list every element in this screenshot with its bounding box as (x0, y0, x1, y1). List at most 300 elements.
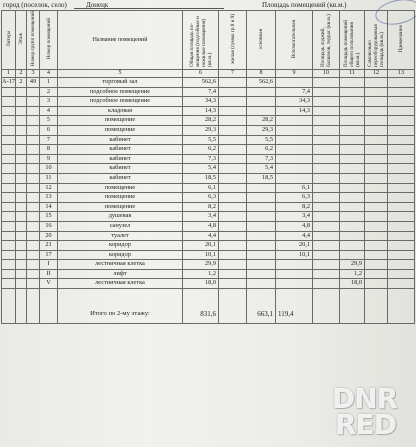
cell-empty (365, 279, 388, 289)
cell-name: подсобное помещение (58, 97, 183, 107)
cell-empty (313, 125, 340, 135)
cell-area: 20,1 (183, 241, 219, 251)
cell-group (27, 241, 40, 251)
cell-empty (219, 250, 247, 260)
total-label: Итого по 2-му этажу: (58, 289, 183, 324)
cell-aux: 3,4 (276, 212, 313, 222)
table-row (2, 125, 415, 135)
table-row (2, 135, 415, 145)
cell-empty (219, 202, 247, 212)
cell-aux: 4,8 (276, 221, 313, 231)
cell-floor (16, 125, 27, 135)
cell-main: 7,3 (247, 154, 276, 164)
cell-empty (313, 241, 340, 251)
cell-group (27, 106, 40, 116)
cell-empty (388, 241, 415, 251)
cell-empty (388, 154, 415, 164)
cell-empty (388, 231, 415, 241)
cell-empty (219, 173, 247, 183)
cell-main (247, 183, 276, 193)
cell-empty (219, 183, 247, 193)
cell-name: лифт (58, 269, 183, 279)
cell-empty (313, 231, 340, 241)
cell-main (247, 250, 276, 260)
cell-empty (219, 87, 247, 97)
cell-empty (365, 260, 388, 270)
cell-group (27, 193, 40, 203)
table-row (2, 87, 415, 97)
cell-name: кабинет (58, 173, 183, 183)
cell-empty (388, 260, 415, 270)
cell-empty (388, 279, 415, 289)
cell-area: 34,3 (183, 97, 219, 107)
cell-name: санузел (58, 221, 183, 231)
col-number: 6 (183, 70, 219, 78)
cell-empty (365, 164, 388, 174)
cell-main (247, 269, 276, 279)
cell-group: 49 (27, 78, 40, 88)
cell-floor (16, 202, 27, 212)
cell-empty (219, 193, 247, 203)
cell-aux: 8,2 (276, 202, 313, 212)
cell-area: 14,3 (183, 106, 219, 116)
cell-num: 11 (40, 173, 58, 183)
table-row (2, 221, 415, 231)
col-header: Самовольно переоборудованная площадь (кв.м.) (367, 24, 385, 67)
cell-common: 29,9 (340, 260, 365, 270)
cell-empty (388, 164, 415, 174)
cell-name: коридор (58, 241, 183, 251)
col-number: 7 (219, 70, 247, 78)
cell-common (340, 250, 365, 260)
cell-litera (2, 250, 16, 260)
cell-common (340, 154, 365, 164)
cell-empty (313, 173, 340, 183)
cell-common (340, 164, 365, 174)
cell-common (340, 241, 365, 251)
watermark-logo (332, 382, 412, 441)
table-row (2, 116, 415, 126)
cell-floor (16, 221, 27, 231)
cell-group (27, 183, 40, 193)
col-number: 8 (247, 70, 276, 78)
cell-empty (313, 87, 340, 97)
cell-empty (388, 202, 415, 212)
cell-empty (219, 164, 247, 174)
cell-empty (219, 241, 247, 251)
cell-empty (219, 97, 247, 107)
cell-aux: 10,1 (276, 250, 313, 260)
cell-area: 7,3 (183, 154, 219, 164)
cell-aux (276, 145, 313, 155)
cell-empty (365, 173, 388, 183)
cell-litera (2, 125, 16, 135)
cell-area: 29,3 (183, 125, 219, 135)
cell-common (340, 231, 365, 241)
cell-floor (16, 250, 27, 260)
cell-litera (2, 154, 16, 164)
cell-empty (219, 135, 247, 145)
cell-group (27, 221, 40, 231)
cell-floor (16, 269, 27, 279)
cell-num: 8 (40, 145, 58, 155)
cell-litera (2, 193, 16, 203)
cell-empty (313, 135, 340, 145)
cell-empty (219, 269, 247, 279)
table-row (2, 173, 415, 183)
cell-common (340, 97, 365, 107)
table-row (2, 241, 415, 251)
cell-litera (2, 173, 16, 183)
cell-empty (388, 145, 415, 155)
total-main: 663,1 (247, 289, 276, 324)
cell-num: V (40, 279, 58, 289)
cell-litera (2, 97, 16, 107)
cell-floor (16, 193, 27, 203)
cell-empty (365, 87, 388, 97)
cell-litera (2, 212, 16, 222)
cell-area: 5,5 (183, 135, 219, 145)
cell-common (340, 145, 365, 155)
col-header: Этаж (18, 33, 24, 45)
table-row (2, 269, 415, 279)
cell-area: 29,9 (183, 260, 219, 270)
cell-area: 3,4 (183, 212, 219, 222)
cell-empty (388, 106, 415, 116)
cell-common (340, 78, 365, 88)
cell-num: 20 (40, 231, 58, 241)
cell-litera (2, 145, 16, 155)
col-number: 10 (313, 70, 340, 78)
cell-empty (365, 135, 388, 145)
total-area: 831,6 (183, 289, 219, 324)
cell-num: 5 (40, 116, 58, 126)
column-number-row (2, 70, 415, 78)
cell-name: кабинет (58, 145, 183, 155)
cell-group (27, 269, 40, 279)
cell-area: 8,2 (183, 202, 219, 212)
cell-floor (16, 212, 27, 222)
cell-main (247, 97, 276, 107)
cell-empty (388, 97, 415, 107)
cell-empty (219, 260, 247, 270)
cell-empty (219, 154, 247, 164)
cell-aux (276, 125, 313, 135)
cell-aux: 20,1 (276, 241, 313, 251)
cell-litera (2, 279, 16, 289)
cell-main (247, 221, 276, 231)
area-group-label: Площадь помещений (кв.м.) (262, 1, 347, 9)
cell-name: помещение (58, 183, 183, 193)
cell-main (247, 260, 276, 270)
cell-main (247, 202, 276, 212)
cell-aux (276, 269, 313, 279)
cell-floor (16, 173, 27, 183)
cell-empty (313, 145, 340, 155)
table-row (2, 97, 415, 107)
cell-main (247, 231, 276, 241)
cell-area: 6,2 (183, 145, 219, 155)
cell-empty (313, 183, 340, 193)
cell-floor (16, 135, 27, 145)
cell-num: 7 (40, 135, 58, 145)
cell-floor (16, 106, 27, 116)
cell-aux: 7,4 (276, 87, 313, 97)
cell-empty (313, 154, 340, 164)
cell-num: 3 (40, 97, 58, 107)
cell-common (340, 125, 365, 135)
cell-main (247, 87, 276, 97)
cell-empty (313, 269, 340, 279)
cell-empty (219, 78, 247, 88)
cell-empty (365, 212, 388, 222)
cell-aux (276, 173, 313, 183)
col-header: Площадь лоджий, балконов, террас (кв.м.) (320, 14, 332, 67)
cell-group (27, 231, 40, 241)
cell-name: туалет (58, 231, 183, 241)
cell-common (340, 183, 365, 193)
cell-name: кабинет (58, 135, 183, 145)
cell-empty (365, 231, 388, 241)
cell-empty (365, 145, 388, 155)
cell-litera (2, 164, 16, 174)
cell-empty (388, 78, 415, 88)
cell-litera (2, 202, 16, 212)
cell-area: 18,5 (183, 173, 219, 183)
cell-empty (365, 154, 388, 164)
cell-group (27, 202, 40, 212)
cell-empty (365, 193, 388, 203)
cell-empty (219, 212, 247, 222)
cell-floor (16, 164, 27, 174)
cell-empty (365, 202, 388, 212)
cell-area: 18,0 (183, 279, 219, 289)
cell-aux: 4,4 (276, 231, 313, 241)
cell-num: 17 (40, 250, 58, 260)
cell-main: 5,5 (247, 135, 276, 145)
col-header: Название помещений (92, 37, 148, 43)
cell-empty (313, 116, 340, 126)
col-header: Вспомогательная (291, 19, 297, 59)
cell-empty (313, 221, 340, 231)
cell-group (27, 97, 40, 107)
cell-main (247, 193, 276, 203)
cell-empty (219, 125, 247, 135)
cell-common (340, 221, 365, 231)
cell-group (27, 125, 40, 135)
cell-group (27, 145, 40, 155)
col-number: 11 (340, 70, 365, 78)
cell-area: 6,3 (183, 193, 219, 203)
cell-floor (16, 231, 27, 241)
cell-group (27, 154, 40, 164)
cell-empty (388, 87, 415, 97)
table-row (2, 193, 415, 203)
cell-empty (219, 231, 247, 241)
cell-floor (16, 154, 27, 164)
cell-litera (2, 87, 16, 97)
cell-empty (313, 164, 340, 174)
cell-num: II (40, 269, 58, 279)
cell-name: кладовая (58, 106, 183, 116)
cell-empty (388, 269, 415, 279)
cell-num: 9 (40, 154, 58, 164)
cell-main: 29,3 (247, 125, 276, 135)
total-row (2, 289, 415, 324)
cell-litera: А-17 (2, 78, 16, 88)
cell-litera (2, 231, 16, 241)
cell-num: I (40, 260, 58, 270)
col-number: 9 (276, 70, 313, 78)
cell-floor (16, 145, 27, 155)
cell-empty (365, 241, 388, 251)
cell-name: торговый зал (58, 78, 183, 88)
cell-num: 4 (40, 106, 58, 116)
cell-floor (16, 116, 27, 126)
rooms-table (1, 10, 415, 324)
cell-group (27, 164, 40, 174)
cell-area: 7,4 (183, 87, 219, 97)
cell-area: 1,2 (183, 269, 219, 279)
watermark-line2: RED (335, 408, 396, 441)
cell-empty (388, 135, 415, 145)
cell-empty (219, 221, 247, 231)
cell-num: 21 (40, 241, 58, 251)
cell-num: 12 (40, 183, 58, 193)
cell-name: помещение (58, 193, 183, 203)
cell-litera (2, 221, 16, 231)
cell-area: 4,8 (183, 221, 219, 231)
cell-group (27, 212, 40, 222)
col-header: жилая (сумма гр.8 и 9) (229, 14, 236, 64)
cell-empty (313, 202, 340, 212)
cell-main (247, 279, 276, 289)
cell-group (27, 260, 40, 270)
cell-group (27, 87, 40, 97)
cell-empty (313, 260, 340, 270)
table-row (2, 279, 415, 289)
cell-floor (16, 87, 27, 97)
cell-empty (219, 279, 247, 289)
cell-num: 1 (40, 78, 58, 88)
cell-empty (365, 97, 388, 107)
cell-litera (2, 183, 16, 193)
cell-num: 2 (40, 87, 58, 97)
cell-common (340, 135, 365, 145)
cell-aux (276, 154, 313, 164)
col-number: 12 (365, 70, 388, 78)
cell-floor (16, 260, 27, 270)
cell-empty (388, 116, 415, 126)
col-header: основная (258, 28, 264, 50)
cell-group (27, 135, 40, 145)
city-value: Донецк (86, 1, 109, 9)
cell-empty (365, 116, 388, 126)
table-row (2, 78, 415, 88)
cell-common (340, 212, 365, 222)
cell-area: 10,1 (183, 250, 219, 260)
cell-empty (388, 221, 415, 231)
cell-litera (2, 135, 16, 145)
col-number: 13 (388, 70, 415, 78)
cell-aux (276, 260, 313, 270)
cell-name: коридор (58, 250, 183, 260)
header-line (0, 0, 416, 10)
cell-empty (313, 250, 340, 260)
table-row (2, 260, 415, 270)
cell-common (340, 202, 365, 212)
col-header: Площадь помещений общего пользования (кв.м.) (343, 19, 361, 67)
cell-empty (365, 125, 388, 135)
cell-name: лестничная клетка (58, 279, 183, 289)
cell-group (27, 279, 40, 289)
cell-common (340, 193, 365, 203)
cell-name: подсобное помещение (58, 87, 183, 97)
city-label: город (поселок, село) (3, 1, 67, 9)
cell-empty (388, 212, 415, 222)
cell-area: 562,6 (183, 78, 219, 88)
col-header: Номер помещений (45, 18, 52, 60)
header-row (2, 11, 415, 70)
table-row (2, 202, 415, 212)
cell-area: 28,2 (183, 116, 219, 126)
cell-floor (16, 241, 27, 251)
cell-floor (16, 97, 27, 107)
table-row (2, 106, 415, 116)
cell-empty (365, 269, 388, 279)
col-header: Примечание (398, 25, 404, 53)
cell-name: помещение (58, 202, 183, 212)
col-header: Номер групп помещений (30, 11, 36, 67)
total-aux: 119,4 (276, 289, 313, 324)
cell-common (340, 173, 365, 183)
cell-num: 14 (40, 202, 58, 212)
cell-empty (388, 193, 415, 203)
cell-aux (276, 78, 313, 88)
rooms-body (2, 78, 415, 289)
cell-group (27, 173, 40, 183)
watermark-line1: DNR (332, 382, 398, 415)
cell-empty (313, 193, 340, 203)
cell-empty (365, 183, 388, 193)
cell-empty (313, 279, 340, 289)
cell-empty (365, 78, 388, 88)
table-row (2, 212, 415, 222)
cell-num: 10 (40, 164, 58, 174)
cell-name: кабинет (58, 154, 183, 164)
cell-main: 6,2 (247, 145, 276, 155)
col-header: Литера (5, 31, 12, 47)
cell-aux (276, 135, 313, 145)
cell-aux: 34,3 (276, 97, 313, 107)
cell-empty (219, 145, 247, 155)
cell-name: лестничная клетка (58, 260, 183, 270)
cell-main (247, 241, 276, 251)
col-header: Общая площадь по-мещения (подсобные и нежилые помещения) (кв.м.) (188, 16, 213, 67)
cell-common (340, 116, 365, 126)
cell-empty (365, 221, 388, 231)
cell-litera (2, 269, 16, 279)
cell-group (27, 116, 40, 126)
table-row (2, 164, 415, 174)
cell-empty (388, 183, 415, 193)
col-number: 3 (27, 70, 40, 78)
cell-main: 562,6 (247, 78, 276, 88)
cell-num: 13 (40, 193, 58, 203)
cell-floor: 2 (16, 78, 27, 88)
cell-common: 18,0 (340, 279, 365, 289)
cell-empty (388, 250, 415, 260)
